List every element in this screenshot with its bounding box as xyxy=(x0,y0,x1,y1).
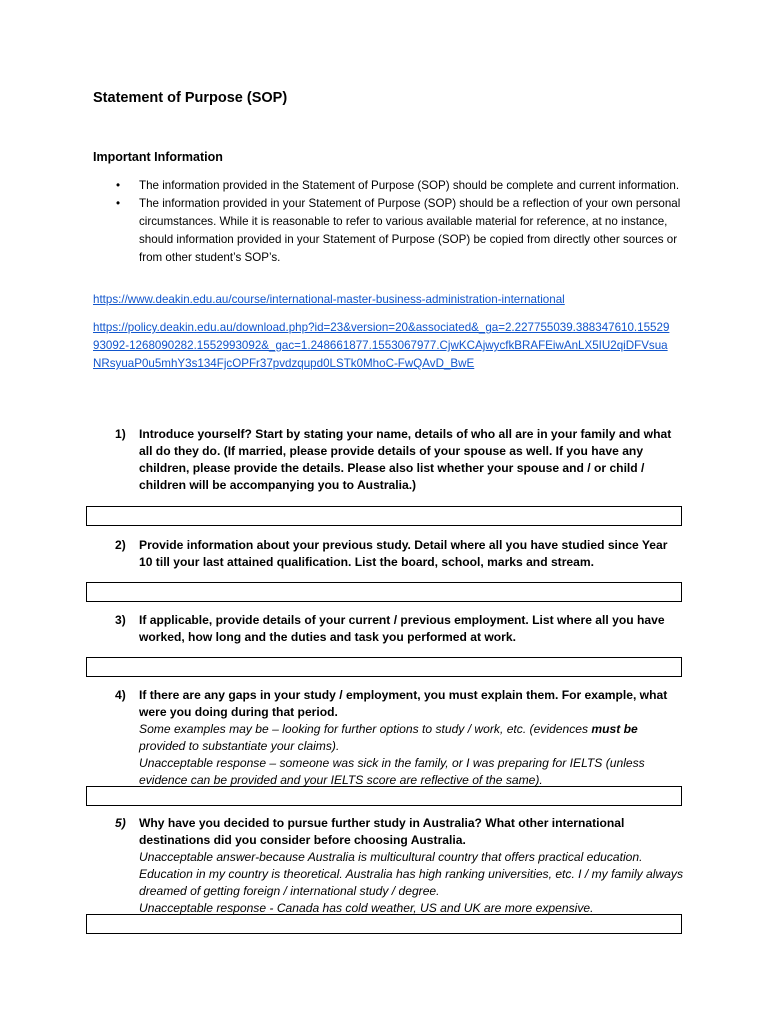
bullet-item xyxy=(93,195,683,267)
question-number: 1) xyxy=(115,427,126,441)
acceptable-example: Some examples may be – looking for further options to study / work, etc. (evidences must be provided to substantiate your claims). xyxy=(139,722,638,753)
bullet-text: The information provided in your Statement of Purpose (SOP) should be a reflection of your own personal circumstances. While it is reasonable to refer to various available material for reference, at no instance, should information provided in your Statement of Purpose (SOP) be copied from directly other sources or from other student’s SOP’s. xyxy=(139,197,681,264)
question-number: 3) xyxy=(115,613,126,627)
answer-box-3[interactable] xyxy=(86,657,682,677)
answer-box-5[interactable] xyxy=(86,914,682,934)
deakin-course-link[interactable]: https://www.deakin.edu.au/course/international-master-business-administration-international xyxy=(93,293,565,306)
question-text: If applicable, provide details of your current / previous employment. List where all you have worked, how long and the duties and task you performed at work. xyxy=(139,613,665,644)
page-title: Statement of Purpose (SOP) xyxy=(93,90,288,106)
bullet-dot-icon: • xyxy=(116,179,121,192)
deakin-policy-link[interactable]: https://policy.deakin.edu.au/download.php?id=23&version=20&associated&_ga=2.227755039.388347610.1552993092-1268090282.1552993092&_gac=1.248661877.1553067977.CjwKCAjwycfkBRAFEiwAnLX5IU2qiDFVsuaNRsyuaP0u5mhY3s134FjcOPFr37pvdzqupd0LSTk0MhoC-FwQAvD_BwE xyxy=(93,321,670,370)
important-info-list xyxy=(93,177,683,267)
important-info-heading: Important Information xyxy=(93,150,223,164)
question-text: If there are any gaps in your study / employment, you must explain them. For example, what were you doing during that period. Some examples may be – looking for further options to study / work, etc. (evidences must be provided to substantiate your claims). Unacceptable response – someone was sick in the family, or I was preparing for IELTS (unless evidence can be provided and your IELTS score are reflective of the same). xyxy=(139,687,684,789)
unacceptable-response-example: Unacceptable response - Canada has cold weather, US and UK are more expensive. xyxy=(139,901,594,915)
question-number: 4) xyxy=(115,688,126,702)
answer-box-1[interactable] xyxy=(86,506,682,526)
bullet-text: The information provided in the Statement of Purpose (SOP) should be complete and current information. xyxy=(139,179,680,192)
unacceptable-answer-example: Unacceptable answer-because Australia is multicultural country that offers practical education. Education in my country is theoretical. Australia has high ranking universities, etc. I / my family always dreamed of getting foreign / international study / degree. xyxy=(139,850,683,898)
question-text: Provide information about your previous study. Detail where all you have studied since Year 10 till your last attained qualification. List the board, school, marks and stream. xyxy=(139,538,668,569)
unacceptable-example: Unacceptable response – someone was sick in the family, or I was preparing for IELTS (unless evidence can be provided and your IELTS score are reflective of the same). xyxy=(139,756,645,787)
answer-box-4[interactable] xyxy=(86,786,682,806)
answer-box-2[interactable] xyxy=(86,582,682,602)
question-number: 2) xyxy=(115,538,126,552)
question-text: Why have you decided to pursue further study in Australia? What other international destinations did you consider before choosing Australia. Unacceptable answer-because Australia is multicultural country that offers practical education. Education in my country is theoretical. Australia has high ranking universities, etc. I / my family always dreamed of getting foreign / international study / degree. Unacceptable response - Canada has cold weather, US and UK are more expensive. xyxy=(139,816,683,915)
bullet-dot-icon: • xyxy=(116,197,121,210)
question-text: Introduce yourself? Start by stating your name, details of who all are in your family and what all do they do. (If married, please provide details of your spouse as well. If you have any children, please provide the details. Please also list whether your spouse and / or child / children will be accompanying you to Australia.) xyxy=(139,427,672,492)
question-number: 5) xyxy=(115,816,126,830)
bullet-item xyxy=(93,177,683,195)
